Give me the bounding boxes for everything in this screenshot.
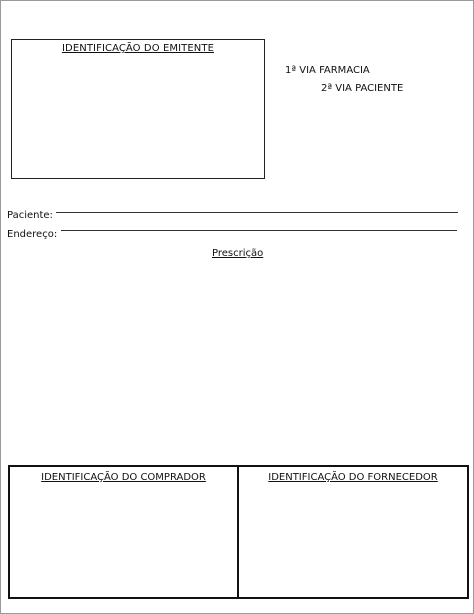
endereco-label: Endereço: xyxy=(7,229,58,240)
via-paciente-label: 2ª VIA PACIENTE xyxy=(321,83,404,94)
via-farmacia-label: 1ª VIA FARMACIA xyxy=(285,65,370,76)
paciente-label: Paciente: xyxy=(7,210,53,221)
fornecedor-box xyxy=(237,465,469,599)
emitente-box xyxy=(11,39,265,179)
fornecedor-title: IDENTIFICAÇÃO DO FORNECEDOR xyxy=(268,472,438,483)
comprador-box xyxy=(8,465,239,599)
comprador-title: IDENTIFICAÇÃO DO COMPRADOR xyxy=(41,472,206,483)
endereco-line[interactable] xyxy=(61,230,457,231)
paciente-line[interactable] xyxy=(56,212,458,213)
emitente-title: IDENTIFICAÇÃO DO EMITENTE xyxy=(61,43,215,54)
prescricao-heading: Prescrição xyxy=(212,248,264,259)
